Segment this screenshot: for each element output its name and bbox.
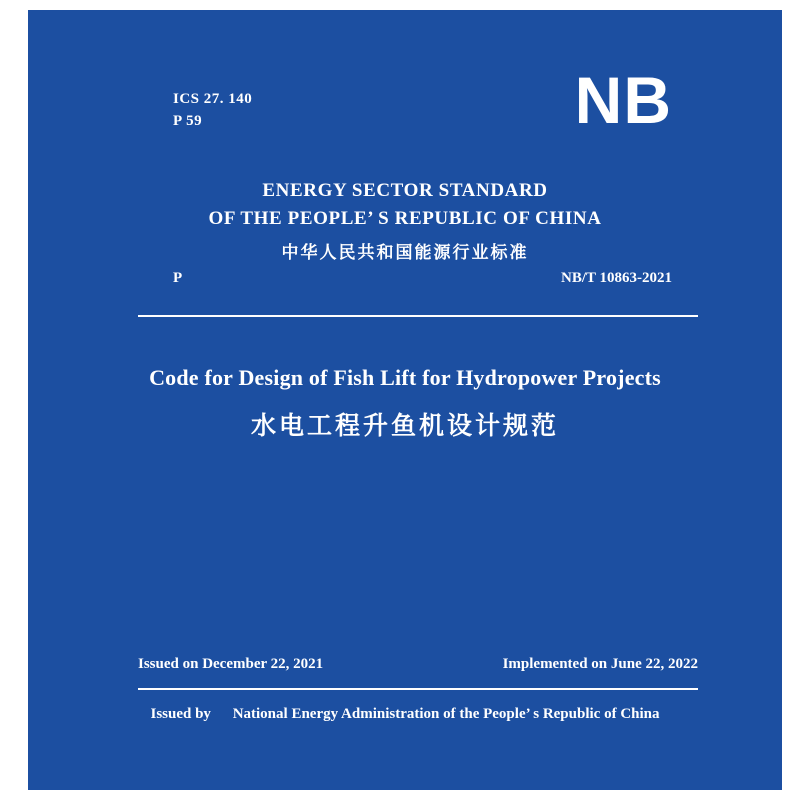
publication-dates [138,656,698,673]
issued-on-date: Issued on December 22, 2021 [138,656,324,672]
issued-by-label: Issued by [150,706,211,722]
cover-content [28,10,782,790]
standard-cover-page [18,10,782,790]
divider-bottom [138,688,698,690]
standard-title-line2: OF THE PEOPLE’ S REPUBLIC OF CHINA [208,208,602,229]
standard-number: NB/T 10863-2021 [561,270,672,286]
implemented-on-date: Implemented on June 22, 2022 [502,656,698,672]
document-title-english: Code for Design of Fish Lift for Hydropower Projects [149,365,661,390]
cover-spine-band [18,10,28,790]
standard-title-chinese: 中华人民共和国能源行业标准 [281,243,529,263]
standard-title-line1: ENERGY SECTOR STANDARD [262,180,548,201]
document-title-chinese: 水电工程升鱼机设计规范 [250,411,559,440]
classification-code: P [173,270,183,286]
issued-by-organization: National Energy Administration of the People’ s Republic of China [232,706,660,722]
issued-by [28,706,782,723]
nb-logo: NB [574,63,672,137]
divider-top [138,315,698,317]
ics-code: ICS 27. 140 [173,91,253,107]
ics-block [173,88,252,132]
p-code: P 59 [173,113,203,129]
